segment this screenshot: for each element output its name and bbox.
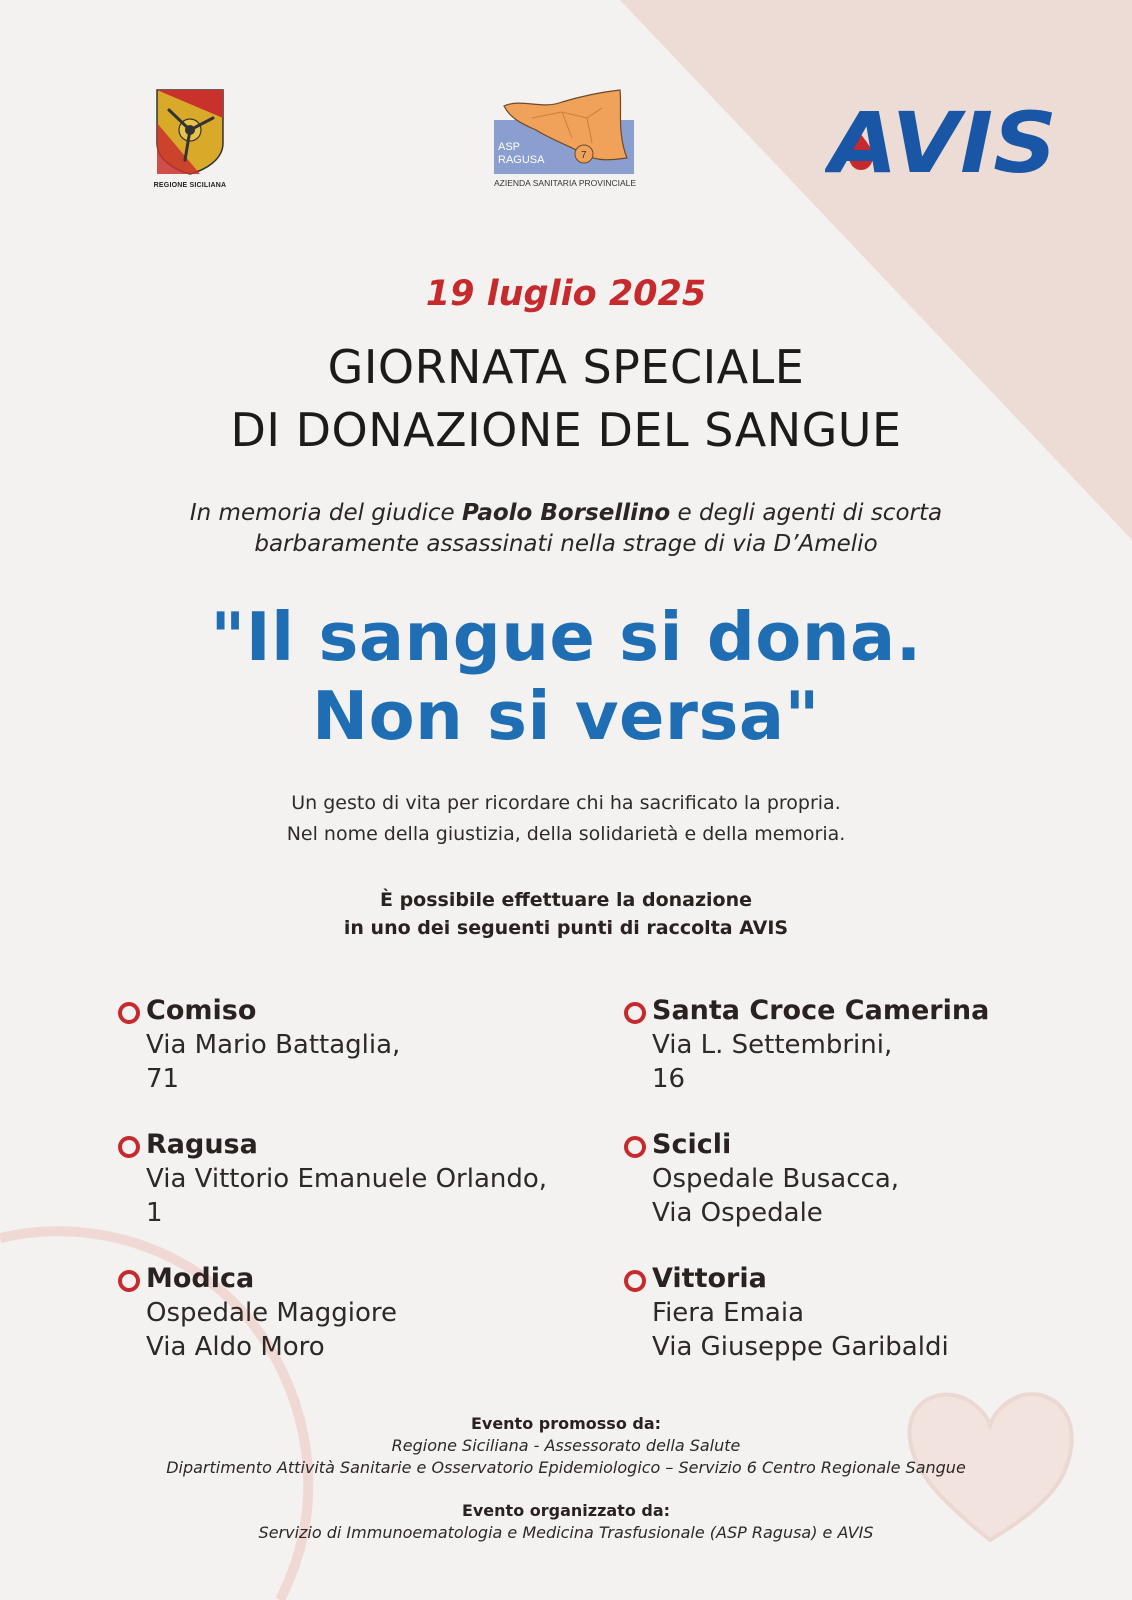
location-address: [146, 1162, 547, 1230]
promoted-heading: Evento promosso da:: [470, 1414, 662, 1433]
location-address: [652, 1028, 892, 1096]
address-line-1: Ospedale Maggiore: [146, 1298, 398, 1328]
location-marker-icon: [624, 1136, 646, 1158]
asp-label-1: ASP: [498, 141, 521, 153]
address-line-2: Via Giuseppe Garibaldi: [652, 1332, 949, 1362]
memory-line-1-post: e degli agenti di scorta: [670, 500, 943, 526]
address-line-1: Via Vittorio Emanuele Orlando,: [146, 1164, 548, 1194]
quote-line-1: "Il sangue si dona.: [210, 598, 922, 676]
address-line-2: Via Ospedale: [652, 1198, 823, 1228]
footer-promoted: [0, 1413, 1132, 1479]
regione-caption: REGIONE SICILIANA: [153, 182, 227, 189]
regione-shield-icon: [155, 88, 225, 176]
address-line-1: Ospedale Busacca,: [652, 1164, 900, 1194]
location-name: Santa Croce Camerina: [652, 995, 990, 1026]
asp-ragusa-logo: [492, 88, 642, 192]
organized-heading: Evento organizzato da:: [461, 1501, 671, 1520]
gesture-text: [0, 788, 1132, 850]
location-address: [652, 1296, 949, 1364]
title-line-2: DI DONAZIONE DEL SANGUE: [230, 403, 902, 457]
memory-text: [0, 498, 1132, 560]
memory-line-1-pre: In memoria del giudice: [189, 500, 462, 526]
memory-line-1: [0, 498, 1132, 529]
donation-info: [0, 886, 1132, 942]
location-marker-icon: [624, 1002, 646, 1024]
asp-caption: AZIENDA SANITARIA PROVINCIALE: [494, 178, 637, 188]
location-marker-icon: [118, 1270, 140, 1292]
footer-organized: [0, 1500, 1132, 1544]
location-address: [146, 1296, 397, 1364]
avis-wordmark: [825, 100, 1061, 180]
location-address: [652, 1162, 899, 1230]
location-name: Scicli: [652, 1129, 732, 1160]
asp-number: 7: [581, 150, 587, 161]
location-name: Ragusa: [146, 1129, 258, 1160]
location-name: Vittoria: [652, 1263, 767, 1294]
regione-siciliana-logo: [150, 88, 230, 198]
address-line-1: Via L. Settembrini,: [652, 1030, 893, 1060]
sicily-map-icon: [492, 88, 642, 176]
promoted-line-2: Dipartimento Attività Sanitarie e Osservatorio Epidemiologico – Servizio 6 Centro Regionale Sangue: [166, 1458, 966, 1477]
slogan-quote: [0, 598, 1132, 756]
asp-label-2: RAGUSA: [498, 154, 545, 166]
address-line-2: Via Aldo Moro: [146, 1332, 325, 1362]
donation-info-line-1: È possibile effettuare la donazione: [379, 889, 753, 911]
event-date: 19 luglio 2025: [425, 274, 707, 314]
address-line-2: 1: [146, 1198, 163, 1228]
memory-name: Paolo Borsellino: [461, 500, 671, 526]
address-line-2: 16: [652, 1064, 686, 1094]
promoted-line-1: Regione Siciliana - Assessorato della Salute: [391, 1436, 741, 1455]
title-line-1: GIORNATA SPECIALE: [327, 340, 805, 394]
donation-info-line-2: in uno dei seguenti punti di raccolta AVIS: [343, 917, 789, 939]
location-address: [146, 1028, 400, 1096]
avis-logo: [825, 100, 1061, 180]
avis-text: AVIS: [825, 100, 1057, 180]
address-line-2: 71: [146, 1064, 180, 1094]
organized-line-1: Servizio di Immunoematologia e Medicina Trasfusionale (ASP Ragusa) e AVIS: [258, 1523, 874, 1542]
gesture-line-1: Un gesto di vita per ricordare chi ha sacrificato la propria.: [291, 792, 841, 814]
page-title: [0, 336, 1132, 462]
location-name: Modica: [146, 1263, 255, 1294]
memory-line-2: barbaramente assassinati nella strage di via D’Amelio: [254, 531, 878, 557]
location-marker-icon: [118, 1136, 140, 1158]
quote-line-2: Non si versa": [312, 677, 820, 755]
gesture-line-2: Nel nome della giustizia, della solidarietà e della memoria.: [286, 823, 846, 845]
location-name: Comiso: [146, 995, 257, 1026]
address-line-1: Via Mario Battaglia,: [146, 1030, 401, 1060]
location-marker-icon: [624, 1270, 646, 1292]
address-line-1: Fiera Emaia: [652, 1298, 805, 1328]
location-marker-icon: [118, 1002, 140, 1024]
